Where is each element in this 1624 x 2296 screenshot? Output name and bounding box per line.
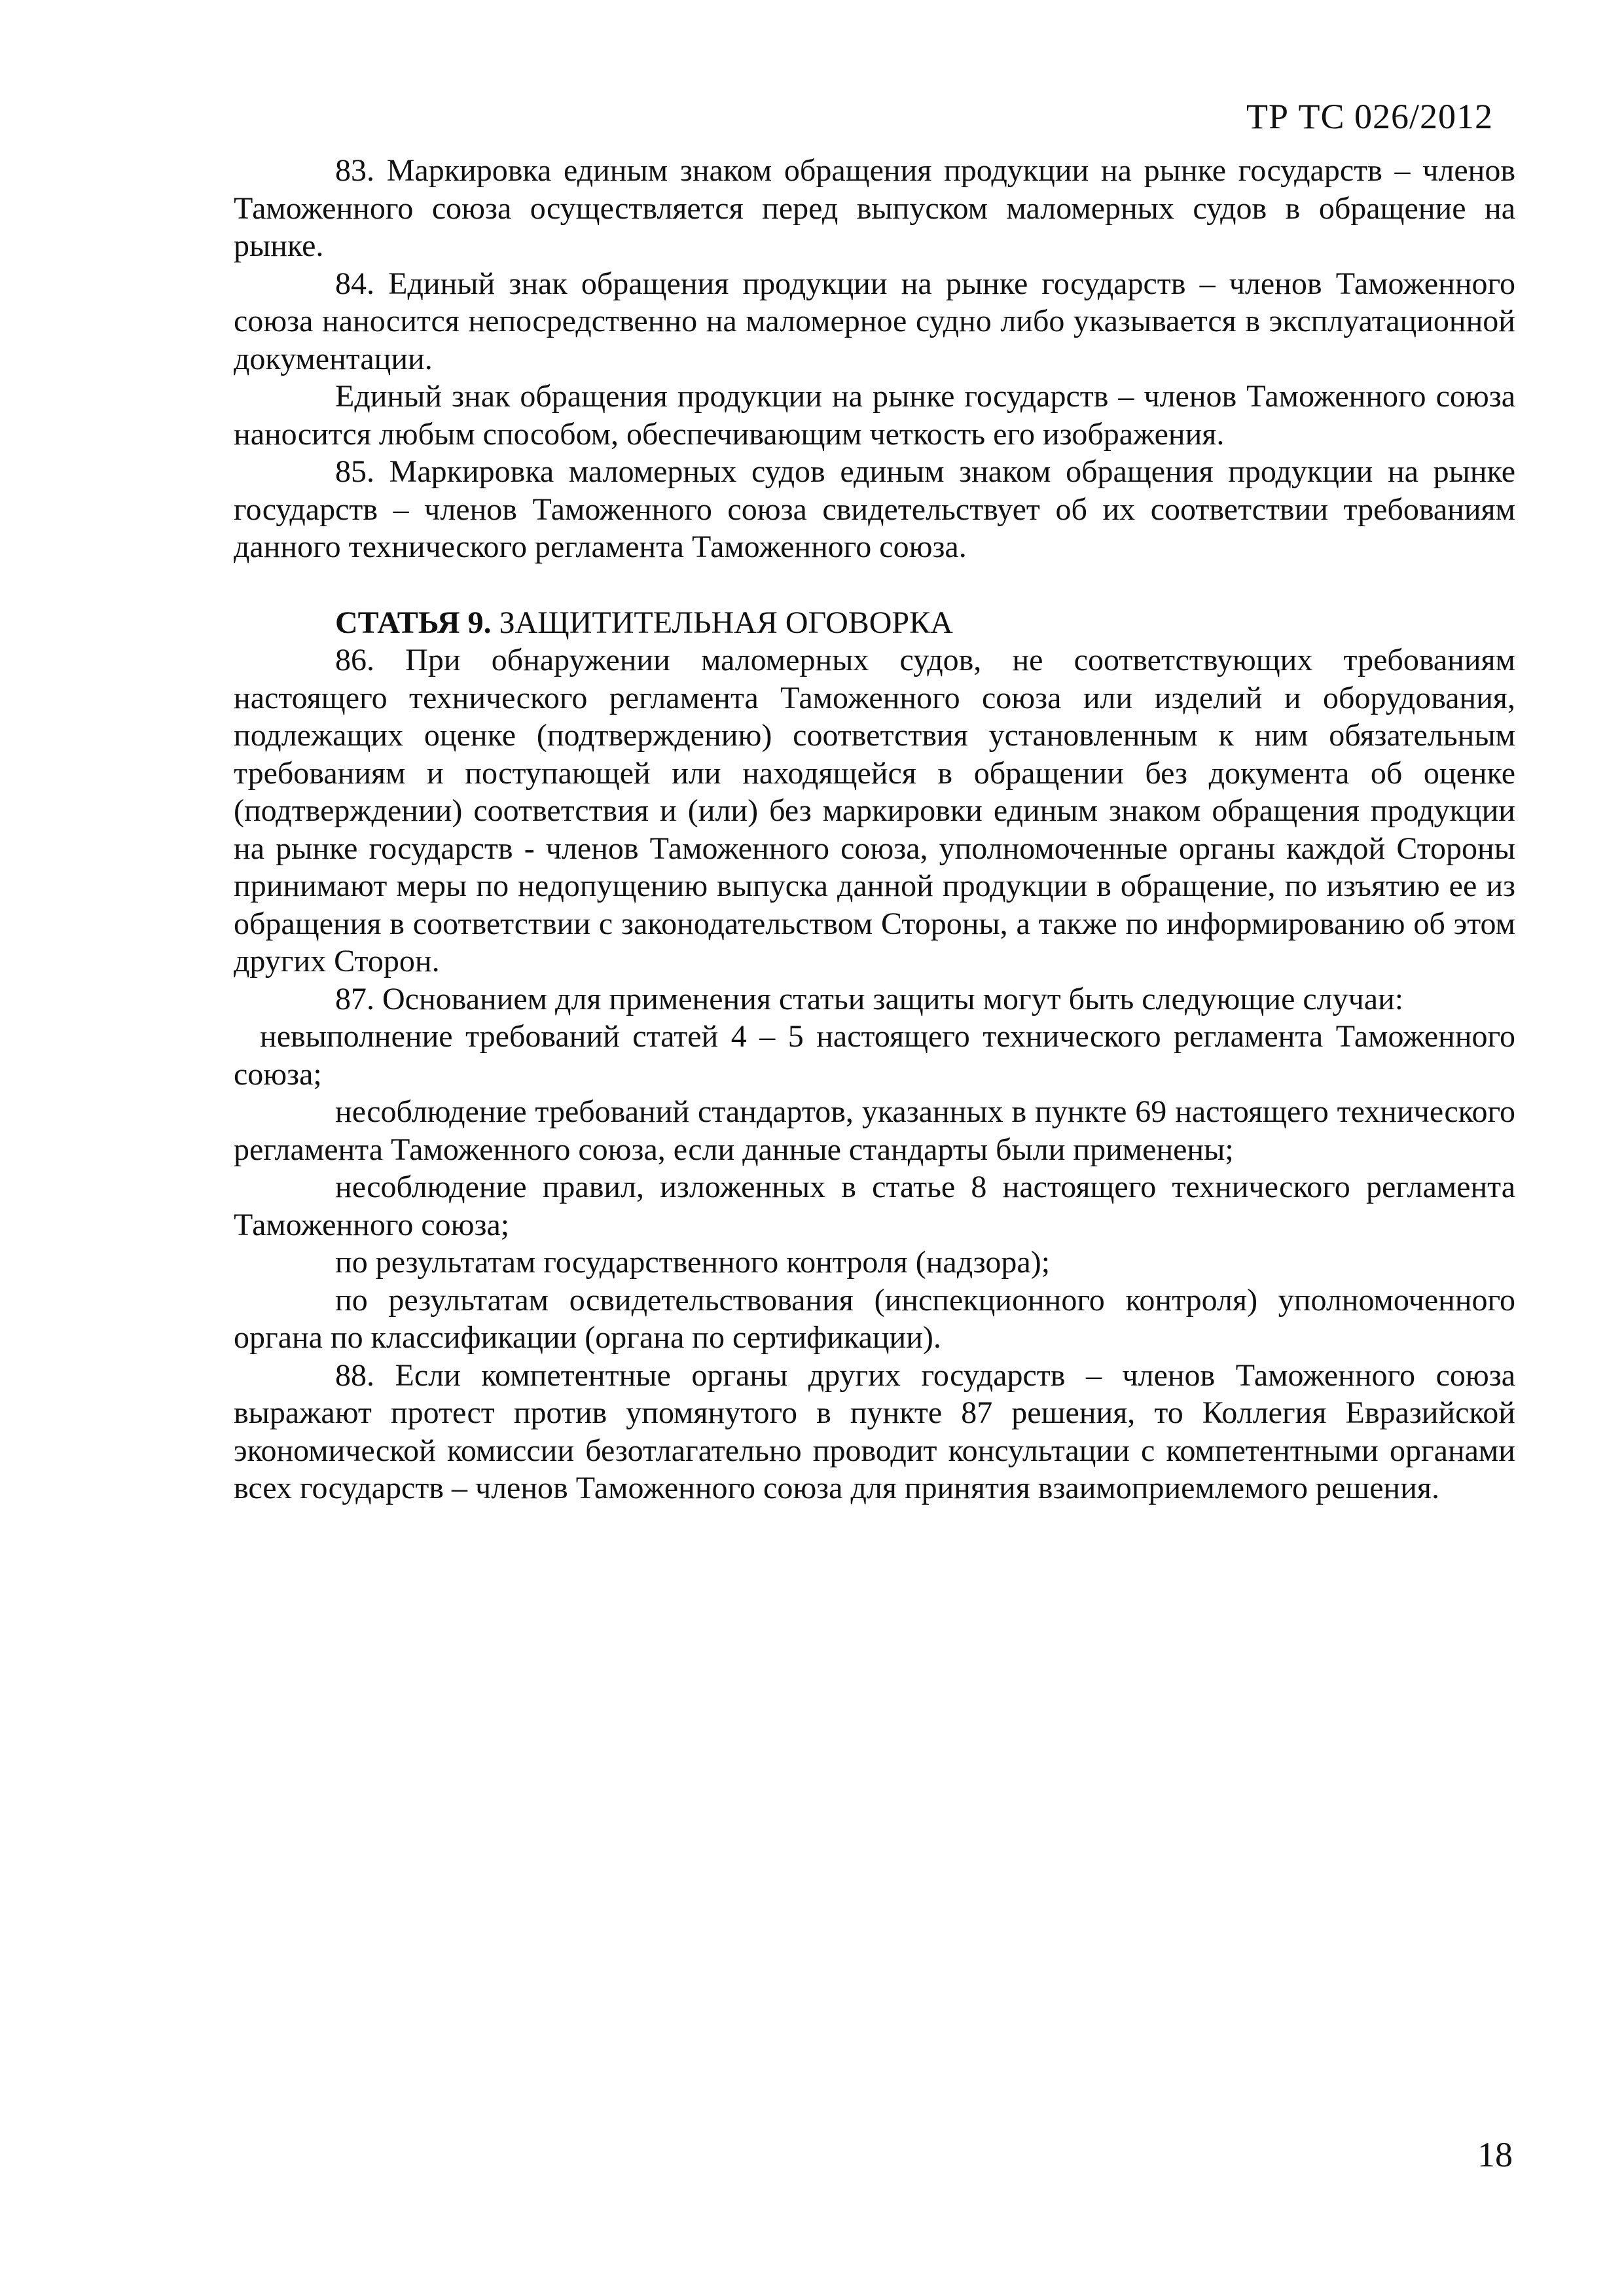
paragraph-86: 86. При обнаружении маломерных судов, не соответствующих требованиям настоящего технического регламента Таможенного союза или изделий и оборудования, подлежащих оценке (подтверждению) соответствия установленным к ним обязательным требованиям и поступающей или находящейся в обращении без документа об оценке (подтверждении) соответствия и (или) без маркировки единым знаком обращения продукции на рынке государств - членов Таможенного союза, уполномоченные органы каждой Стороны принимают меры по недопущению выпуска данной продукции в обращение, по изъятию ее из обращения в соответствии с законодательством Стороны, а также по информированию об этом других Сторон. bbox=[234, 643, 1515, 978]
section-spacer bbox=[234, 566, 1515, 604]
paragraph-85: 85. Маркировка маломерных судов единым знаком обращения продукции на рынке государств – членов Таможенного союза свидетельствует об их соответствии требованиям данного технического регламента Таможенного союза. bbox=[234, 454, 1515, 564]
case-item: несоблюдение требований стандартов, указанных в пункте 69 настоящего технического регламента Таможенного союза, если данные стандарты были применены; bbox=[234, 1094, 1515, 1167]
section-title: ЗАЩИТИТЕЛЬНАЯ ОГОВОРКА bbox=[499, 605, 953, 640]
document-body bbox=[234, 152, 1515, 1507]
document-code: ТР ТС 026/2012 bbox=[1246, 97, 1493, 136]
paragraph-84-continued: Единый знак обращения продукции на рынке государств – членов Таможенного союза наносится любым способом, обеспечивающим четкость его изображения. bbox=[234, 379, 1515, 452]
section-label: СТАТЬЯ 9. bbox=[335, 605, 492, 640]
case-item: по результатам государственного контроля (надзора); bbox=[335, 1245, 1051, 1280]
case-item: по результатам освидетельствования (инспекционного контроля) уполномоченного органа по классификации (органа по сертификации). bbox=[234, 1282, 1515, 1355]
paragraph-84: 84. Единый знак обращения продукции на рынке государств – членов Таможенного союза наносится непосредственно на маломерное судно либо указывается в эксплуатационной документации. bbox=[234, 266, 1515, 376]
case-item: невыполнение требований статей 4 – 5 настоящего технического регламента Таможенного союза; bbox=[234, 1019, 1515, 1092]
paragraph-87: 87. Основанием для применения статьи защиты могут быть следующие случаи: bbox=[335, 981, 1404, 1016]
paragraph-83: 83. Маркировка единым знаком обращения продукции на рынке государств – членов Таможенного союза осуществляется перед выпуском маломерных судов в обращение на рынке. bbox=[234, 153, 1515, 263]
case-item: несоблюдение правил, изложенных в статье 8 настоящего технического регламента Таможенного союза; bbox=[234, 1170, 1515, 1242]
paragraph-88: 88. Если компетентные органы других государств – членов Таможенного союза выражают протест против упомянутого в пункте 87 решения, то Коллегия Евразийской экономической комиссии безотлагательно проводит консультации с компетентными органами всех государств – членов Таможенного союза для принятия взаимоприемлемого решения. bbox=[234, 1357, 1515, 1505]
section-heading bbox=[234, 604, 1515, 642]
page-number: 18 bbox=[1477, 2135, 1513, 2174]
